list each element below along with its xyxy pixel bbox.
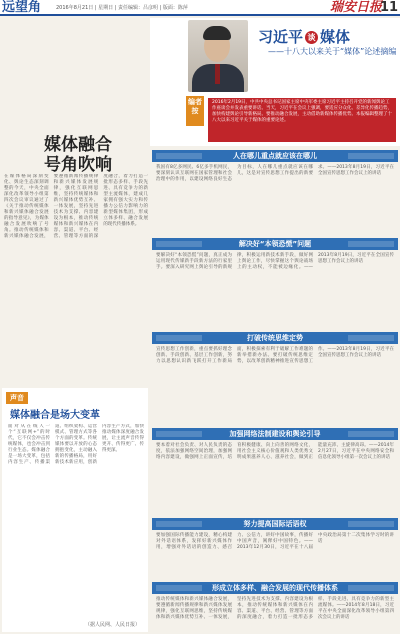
section-body: 要加强国际传播能力建设，精心构建对外话语体系，发挥好新兴媒体作用，增强对外话语的创造力、感召力、公信力，讲好中国故事，传播好中国声音，阐释好中国特色。——2013年12月30日，习近平在十八届中央政治局第十二次集体学习时的讲话 [156, 533, 394, 550]
section-body: 宣传思想工作创新，重点要抓好理念创新、手段创新、基层工作创新，努力以思想认识新飞跃打开工作新局面，积极探索有利于破解工作难题的新举措新办法。要打破传统思维定势，以改革创新精神推进宣传思想工作。——2013年8月19日，习近平在全国宣传思想工作会议上的讲话 [156, 347, 394, 364]
section-body: 要本着对社会负责、对人民负责的态度，依法加强网络空间治理，加强网络内容建设，做强网上正面宣传，培育积极健康、向上向善的网络文化，用社会主义核心价值观和人类优秀文明成果滋养人心、滋养社会，做到正能量充沛、主旋律高昂。——2014年2月27日，习近平在中央网络安全和信息化领导小组第一次会议上的讲话 [156, 443, 394, 460]
section-5 [152, 582, 398, 632]
section-title: 加强网络法制建设和舆论引导 [152, 428, 398, 440]
editor-note-tag: 编者按 [186, 96, 204, 126]
section-title: 人在哪儿重点就应该在哪儿 [152, 150, 398, 162]
section-title: 形成立体多样、融合发展的现代传播体系 [152, 582, 398, 594]
section-2 [152, 332, 398, 424]
banner-title-right: 媒体 [320, 28, 351, 46]
headline-line-1: 媒体融合 [44, 135, 112, 155]
banner-title [258, 26, 350, 47]
section-0 [152, 150, 398, 234]
voice-source: （据人民网、人民日报） [84, 622, 140, 628]
portrait-photo [188, 20, 248, 92]
section-title: 解决好“本领恐慌”问题 [152, 238, 398, 250]
voice-title: 媒体融合是场大变革 [10, 410, 100, 421]
portrait-tie [215, 64, 220, 84]
section-body: 我国有8亿多网民、6亿多手机网民，要深刻认识互联网在国家管理和社会治理中的作用，以建设网络良好生态为目标，人在哪儿重点就应该在哪儿，这是对宣传思想工作提出的新要求。——2013年8月19日，习近平在全国宣传思想工作会议上的讲话 [156, 165, 394, 182]
banner-title-mark: 谈 [305, 31, 318, 44]
portrait-hair [203, 26, 231, 40]
voice-tag: 声音 [6, 392, 28, 404]
headline-line-2: 号角吹响 [44, 155, 112, 175]
section-title: 努力提高国际话语权 [152, 518, 398, 530]
banner-subtitle: ——十八大以来关于“媒体”论述摘编 [268, 47, 397, 56]
issue-meta: 2016年8月21日 | 星期日 | 责任编辑：吕彦明 | 版面：陈萍 [56, 5, 188, 11]
section-body: 要解决好“本领恐慌”问题，真正成为运用现代传媒新手段新方法的行家里手。要深入研究网上舆论引导的新规律，积极运用新技术新手段，做好网上舆论工作，尽快掌握这个舆论战场上的主动权，不能被边缘化。——2013年8月19日，习近平在全国宣传思想工作会议上的讲话 [156, 253, 394, 270]
section-name: 远望角 [2, 0, 42, 15]
newspaper-brand: 瑞安日报 [330, 0, 383, 15]
page-number: 11 [380, 0, 399, 15]
banner-title-left: 习近平 [258, 28, 304, 46]
section-1 [152, 238, 398, 328]
editor-note-text: 2016年2月19日，中共中央总书记国家主席中央军委主席习近平主持召开党的新闻舆论工作座谈会并发表重要讲话。当天，习近平在会议上强调，要适应分众化、差异化传播趋势，加快构建舆论引导新格局。要推动融合发展，主动借助新媒体传播优势。本报编辑整理了十八大以来习近平关于媒体的重要论述。 [208, 98, 396, 142]
voice-box [2, 388, 148, 632]
section-4 [152, 518, 398, 578]
section-3 [152, 428, 398, 514]
section-title: 打破传统思维定势 [152, 332, 398, 344]
page-header [0, 0, 400, 16]
voice-body: 面对从在线人一个“互联网+”的时代，它不仅会冲击传统媒体，也会冲击到行业生态。媒体融合是一场大变革，包括内容生产、传播渠道、组织架构、运营模式、管理方式等各个方面的变革。传统媒体要以开放的心态拥抱变化，主动融入新的传播格局，用好新技术新应用，创新内容生产方式，加快推动媒体深度融合发展，让主流声音传得更开、传得更广、传得更深。 [8, 424, 144, 465]
left-article-headline [2, 126, 148, 175]
section-body: 推动传统媒体和新兴媒体融合发展，要遵循新闻传播规律和新兴媒体发展规律，强化互联网思维，坚持传统媒体和新兴媒体优势互补、一体发展，坚持先进技术为支撑、内容建设为根本，推动传统媒体和新兴媒体在内容、渠道、平台、经营、管理等方面的深度融合，着力打造一批形态多样、手段先进、具有竞争力的新型主流媒体。——2014年8月18日，习近平在中央全面深化改革领导小组第四次会议上的讲话 [156, 597, 394, 620]
left-article-body: 在媒体格局深刻变化、舆论生态深刻调整的今天，中央全面深化改革领导小组第四次会议审议通过了《关于推动传统媒体和新兴媒体融合发展的指导意见》，为媒体融合发展吹响了号角。推动传统媒体和新兴媒体融合发展，要遵循新闻传播规律和新兴媒体发展规律，强化互联网思维，坚持传统媒体和新兴媒体优势互补、一体发展，坚持先进技术为支撑、内容建设为根本，推动传统媒体和新兴媒体在内容、渠道、平台、经营、管理等方面的深度融合，着力打造一批形态多样、手段先进、具有竞争力的新型主流媒体，建成几家拥有强大实力和传播力公信力影响力的新型媒体集团，形成立体多样、融合发展的现代传播体系。 [4, 174, 148, 239]
